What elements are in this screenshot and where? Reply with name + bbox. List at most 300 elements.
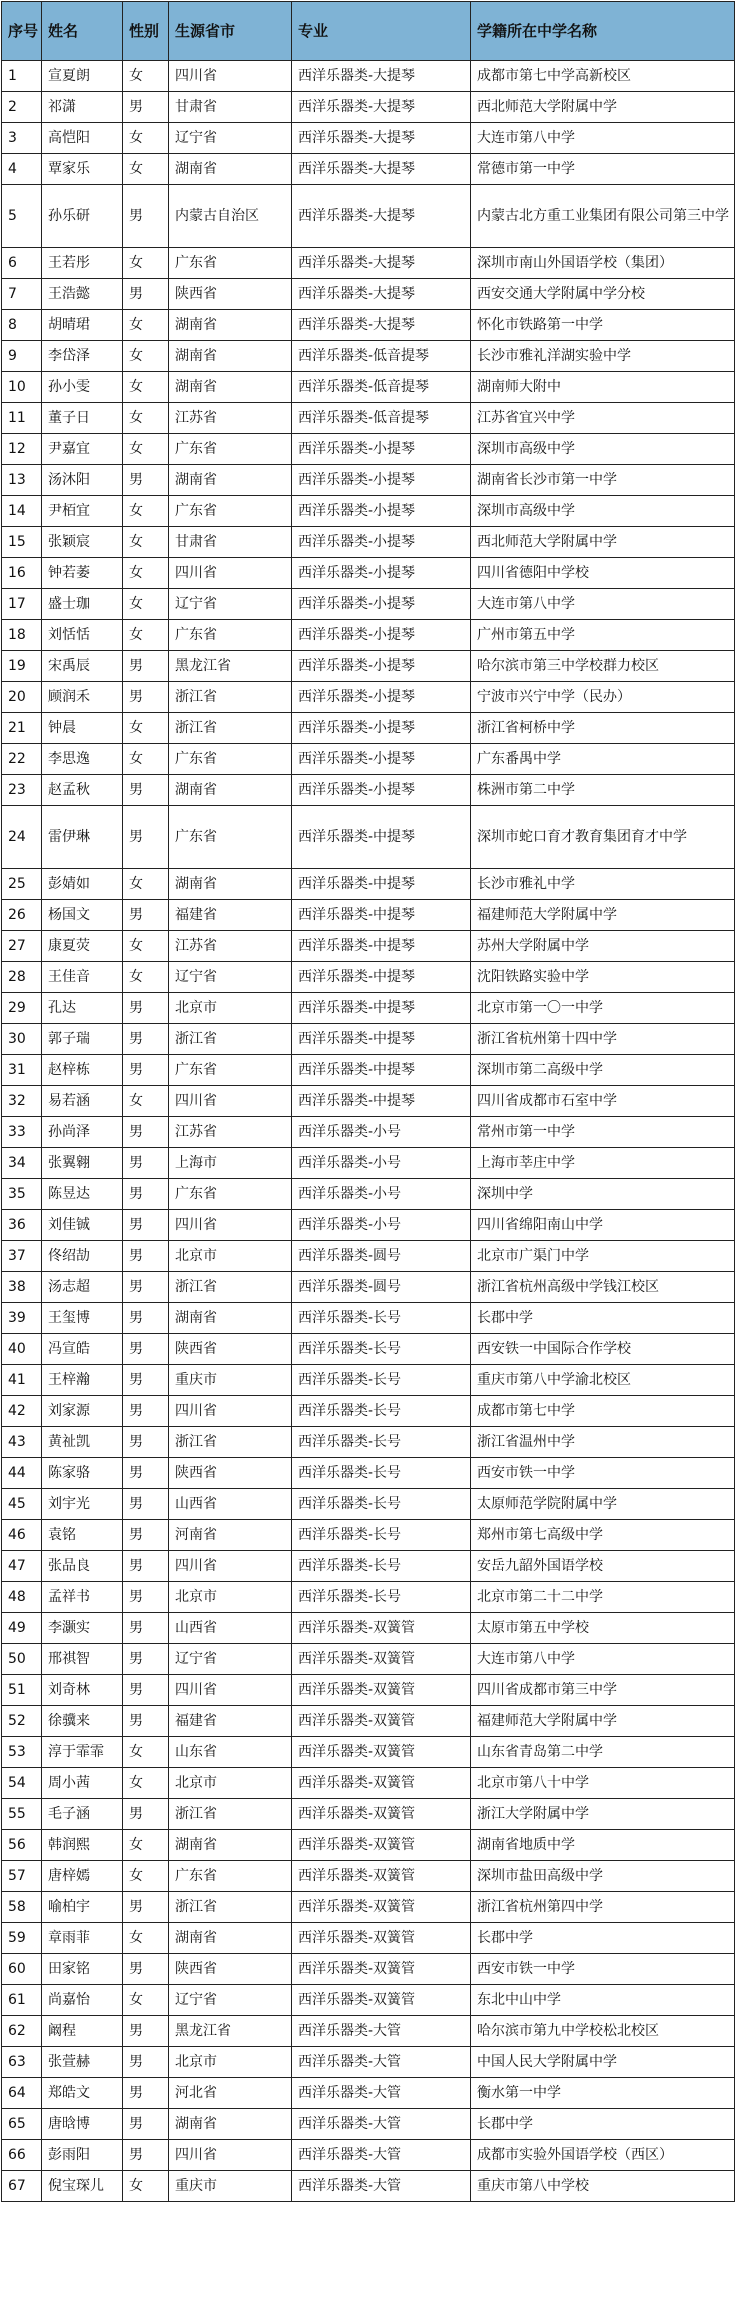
cell-province: 广东省 xyxy=(169,496,292,527)
cell-gender: 男 xyxy=(123,900,169,931)
cell-name: 胡晴珺 xyxy=(42,310,123,341)
cell-school: 怀化市铁路第一中学 xyxy=(471,310,735,341)
cell-name: 易若涵 xyxy=(42,1086,123,1117)
cell-gender: 女 xyxy=(123,123,169,154)
cell-serial-number: 36 xyxy=(2,1210,42,1241)
cell-major: 西洋乐器类-长号 xyxy=(292,1303,471,1334)
cell-major: 西洋乐器类-小号 xyxy=(292,1210,471,1241)
cell-serial-number: 57 xyxy=(2,1861,42,1892)
cell-serial-number: 41 xyxy=(2,1365,42,1396)
cell-major: 西洋乐器类-双簧管 xyxy=(292,1985,471,2016)
cell-major: 西洋乐器类-中提琴 xyxy=(292,993,471,1024)
cell-major: 西洋乐器类-小号 xyxy=(292,1179,471,1210)
cell-province: 湖南省 xyxy=(169,1830,292,1861)
cell-province: 江苏省 xyxy=(169,403,292,434)
cell-gender: 男 xyxy=(123,1613,169,1644)
table-row xyxy=(2,154,735,185)
cell-major: 西洋乐器类-双簧管 xyxy=(292,1830,471,1861)
cell-province: 辽宁省 xyxy=(169,1985,292,2016)
cell-school: 广州市第五中学 xyxy=(471,620,735,651)
cell-serial-number: 47 xyxy=(2,1551,42,1582)
cell-serial-number: 48 xyxy=(2,1582,42,1613)
cell-province: 黑龙江省 xyxy=(169,2016,292,2047)
cell-gender: 男 xyxy=(123,1055,169,1086)
cell-province: 北京市 xyxy=(169,1582,292,1613)
cell-name: 倪宝琛儿 xyxy=(42,2171,123,2202)
cell-serial-number: 43 xyxy=(2,1427,42,1458)
cell-name: 尚嘉怡 xyxy=(42,1985,123,2016)
cell-major: 西洋乐器类-圆号 xyxy=(292,1241,471,1272)
cell-gender: 男 xyxy=(123,1117,169,1148)
cell-name: 宋禹辰 xyxy=(42,651,123,682)
cell-province: 广东省 xyxy=(169,1179,292,1210)
cell-gender: 男 xyxy=(123,993,169,1024)
cell-serial-number: 55 xyxy=(2,1799,42,1830)
cell-school: 沈阳铁路实验中学 xyxy=(471,962,735,993)
table-row xyxy=(2,2109,735,2140)
cell-province: 江苏省 xyxy=(169,1117,292,1148)
cell-gender: 男 xyxy=(123,1520,169,1551)
cell-province: 江苏省 xyxy=(169,931,292,962)
cell-serial-number: 34 xyxy=(2,1148,42,1179)
cell-serial-number: 30 xyxy=(2,1024,42,1055)
cell-name: 喻柏宇 xyxy=(42,1892,123,1923)
cell-province: 广东省 xyxy=(169,620,292,651)
cell-major: 西洋乐器类-大提琴 xyxy=(292,310,471,341)
cell-name: 陈昱达 xyxy=(42,1179,123,1210)
cell-serial-number: 33 xyxy=(2,1117,42,1148)
cell-province: 黑龙江省 xyxy=(169,651,292,682)
cell-school: 长郡中学 xyxy=(471,1923,735,1954)
cell-school: 江苏省宜兴中学 xyxy=(471,403,735,434)
cell-serial-number: 16 xyxy=(2,558,42,589)
cell-name: 康夏荧 xyxy=(42,931,123,962)
table-row xyxy=(2,1706,735,1737)
cell-major: 西洋乐器类-长号 xyxy=(292,1489,471,1520)
cell-serial-number: 5 xyxy=(2,185,42,248)
cell-serial-number: 52 xyxy=(2,1706,42,1737)
table-row xyxy=(2,1303,735,1334)
cell-gender: 男 xyxy=(123,1551,169,1582)
cell-province: 湖南省 xyxy=(169,775,292,806)
cell-serial-number: 31 xyxy=(2,1055,42,1086)
cell-serial-number: 13 xyxy=(2,465,42,496)
cell-name: 高恺阳 xyxy=(42,123,123,154)
cell-province: 湖南省 xyxy=(169,310,292,341)
cell-gender: 男 xyxy=(123,1179,169,1210)
cell-serial-number: 12 xyxy=(2,434,42,465)
cell-gender: 男 xyxy=(123,92,169,123)
cell-province: 北京市 xyxy=(169,1241,292,1272)
cell-province: 湖南省 xyxy=(169,869,292,900)
cell-gender: 女 xyxy=(123,248,169,279)
cell-name: 盛士珈 xyxy=(42,589,123,620)
cell-province: 四川省 xyxy=(169,1551,292,1582)
table-row xyxy=(2,465,735,496)
cell-province: 四川省 xyxy=(169,2140,292,2171)
cell-name: 孙小雯 xyxy=(42,372,123,403)
cell-province: 浙江省 xyxy=(169,713,292,744)
table-row xyxy=(2,372,735,403)
cell-name: 刘恬恬 xyxy=(42,620,123,651)
table-row xyxy=(2,341,735,372)
table-row xyxy=(2,1737,735,1768)
cell-gender: 男 xyxy=(123,1675,169,1706)
cell-serial-number: 22 xyxy=(2,744,42,775)
cell-major: 西洋乐器类-大管 xyxy=(292,2109,471,2140)
cell-serial-number: 15 xyxy=(2,527,42,558)
cell-major: 西洋乐器类-中提琴 xyxy=(292,869,471,900)
cell-serial-number: 51 xyxy=(2,1675,42,1706)
table-row xyxy=(2,620,735,651)
cell-province: 浙江省 xyxy=(169,1272,292,1303)
cell-name: 刘佳铖 xyxy=(42,1210,123,1241)
cell-major: 西洋乐器类-大管 xyxy=(292,2171,471,2202)
cell-serial-number: 50 xyxy=(2,1644,42,1675)
cell-serial-number: 8 xyxy=(2,310,42,341)
table-row xyxy=(2,527,735,558)
cell-serial-number: 35 xyxy=(2,1179,42,1210)
cell-name: 郭子瑞 xyxy=(42,1024,123,1055)
cell-school: 福建师范大学附属中学 xyxy=(471,900,735,931)
table-row xyxy=(2,1024,735,1055)
cell-school: 浙江省杭州第十四中学 xyxy=(471,1024,735,1055)
cell-name: 阚程 xyxy=(42,2016,123,2047)
table-row xyxy=(2,713,735,744)
cell-major: 西洋乐器类-双簧管 xyxy=(292,1799,471,1830)
cell-name: 尹嘉宜 xyxy=(42,434,123,465)
cell-name: 宣夏朗 xyxy=(42,61,123,92)
table-row xyxy=(2,682,735,713)
cell-school: 苏州大学附属中学 xyxy=(471,931,735,962)
cell-name: 佟绍劼 xyxy=(42,1241,123,1272)
cell-gender: 男 xyxy=(123,465,169,496)
cell-serial-number: 37 xyxy=(2,1241,42,1272)
cell-serial-number: 62 xyxy=(2,2016,42,2047)
cell-name: 唐梓嫣 xyxy=(42,1861,123,1892)
table-row xyxy=(2,1148,735,1179)
table-row xyxy=(2,1861,735,1892)
cell-serial-number: 58 xyxy=(2,1892,42,1923)
cell-serial-number: 32 xyxy=(2,1086,42,1117)
cell-school: 四川省成都市石室中学 xyxy=(471,1086,735,1117)
cell-gender: 男 xyxy=(123,1241,169,1272)
cell-gender: 男 xyxy=(123,1303,169,1334)
cell-school: 太原师范学院附属中学 xyxy=(471,1489,735,1520)
cell-province: 湖南省 xyxy=(169,1923,292,1954)
cell-school: 深圳市蛇口育才教育集团育才中学 xyxy=(471,806,735,869)
cell-province: 陕西省 xyxy=(169,1954,292,1985)
cell-gender: 男 xyxy=(123,775,169,806)
table-row xyxy=(2,1582,735,1613)
cell-major: 西洋乐器类-双簧管 xyxy=(292,1613,471,1644)
cell-major: 西洋乐器类-双簧管 xyxy=(292,1644,471,1675)
cell-school: 北京市广渠门中学 xyxy=(471,1241,735,1272)
cell-school: 西安市铁一中学 xyxy=(471,1458,735,1489)
table-row xyxy=(2,1892,735,1923)
cell-major: 西洋乐器类-双簧管 xyxy=(292,1675,471,1706)
cell-school: 成都市实验外国语学校（西区） xyxy=(471,2140,735,2171)
table-row xyxy=(2,1427,735,1458)
cell-province: 四川省 xyxy=(169,1210,292,1241)
cell-gender: 女 xyxy=(123,558,169,589)
cell-serial-number: 6 xyxy=(2,248,42,279)
cell-gender: 女 xyxy=(123,1737,169,1768)
cell-major: 西洋乐器类-长号 xyxy=(292,1551,471,1582)
cell-province: 河南省 xyxy=(169,1520,292,1551)
table-row xyxy=(2,1086,735,1117)
cell-major: 西洋乐器类-长号 xyxy=(292,1396,471,1427)
cell-major: 西洋乐器类-低音提琴 xyxy=(292,403,471,434)
cell-school: 长沙市雅礼洋湖实验中学 xyxy=(471,341,735,372)
table-row xyxy=(2,1334,735,1365)
table-row xyxy=(2,2140,735,2171)
cell-school: 西安交通大学附属中学分校 xyxy=(471,279,735,310)
cell-gender: 男 xyxy=(123,1706,169,1737)
cell-name: 祁潇 xyxy=(42,92,123,123)
table-row xyxy=(2,1520,735,1551)
cell-gender: 女 xyxy=(123,931,169,962)
table-row xyxy=(2,496,735,527)
cell-gender: 女 xyxy=(123,1985,169,2016)
cell-name: 王梓瀚 xyxy=(42,1365,123,1396)
cell-major: 西洋乐器类-中提琴 xyxy=(292,931,471,962)
cell-school: 西安铁一中国际合作学校 xyxy=(471,1334,735,1365)
cell-major: 西洋乐器类-小号 xyxy=(292,1148,471,1179)
cell-major: 西洋乐器类-长号 xyxy=(292,1520,471,1551)
cell-province: 北京市 xyxy=(169,993,292,1024)
cell-gender: 男 xyxy=(123,1210,169,1241)
table-row xyxy=(2,744,735,775)
cell-province: 四川省 xyxy=(169,1675,292,1706)
table-row xyxy=(2,1210,735,1241)
table-row xyxy=(2,123,735,154)
table-row xyxy=(2,1396,735,1427)
cell-name: 董子日 xyxy=(42,403,123,434)
cell-province: 陕西省 xyxy=(169,1334,292,1365)
cell-province: 浙江省 xyxy=(169,1024,292,1055)
table-row xyxy=(2,900,735,931)
table-row xyxy=(2,1923,735,1954)
cell-gender: 女 xyxy=(123,869,169,900)
cell-school: 大连市第八中学 xyxy=(471,1644,735,1675)
cell-gender: 女 xyxy=(123,372,169,403)
header-row xyxy=(2,2,735,61)
cell-major: 西洋乐器类-小提琴 xyxy=(292,682,471,713)
cell-major: 西洋乐器类-双簧管 xyxy=(292,1861,471,1892)
cell-name: 钟晨 xyxy=(42,713,123,744)
cell-gender: 男 xyxy=(123,1954,169,1985)
cell-province: 湖南省 xyxy=(169,2109,292,2140)
cell-name: 田家铭 xyxy=(42,1954,123,1985)
cell-province: 北京市 xyxy=(169,2047,292,2078)
header-name: 姓名 xyxy=(42,2,123,61)
cell-serial-number: 39 xyxy=(2,1303,42,1334)
cell-school: 深圳市南山外国语学校（集团） xyxy=(471,248,735,279)
table-row xyxy=(2,589,735,620)
cell-serial-number: 4 xyxy=(2,154,42,185)
cell-school: 重庆市第八中学校 xyxy=(471,2171,735,2202)
cell-gender: 女 xyxy=(123,2171,169,2202)
cell-gender: 男 xyxy=(123,279,169,310)
table-row xyxy=(2,1985,735,2016)
cell-gender: 女 xyxy=(123,1923,169,1954)
cell-gender: 男 xyxy=(123,1458,169,1489)
header-serial-number: 序号 xyxy=(2,2,42,61)
cell-name: 孙尚泽 xyxy=(42,1117,123,1148)
table-row xyxy=(2,403,735,434)
cell-name: 王浩懿 xyxy=(42,279,123,310)
cell-school: 内蒙古北方重工业集团有限公司第三中学 xyxy=(471,185,735,248)
cell-school: 湖南省地质中学 xyxy=(471,1830,735,1861)
cell-name: 唐晗博 xyxy=(42,2109,123,2140)
cell-gender: 女 xyxy=(123,620,169,651)
table-row xyxy=(2,1179,735,1210)
cell-school: 浙江省温州中学 xyxy=(471,1427,735,1458)
cell-school: 北京市第二十二中学 xyxy=(471,1582,735,1613)
cell-name: 顾润禾 xyxy=(42,682,123,713)
cell-major: 西洋乐器类-中提琴 xyxy=(292,962,471,993)
cell-major: 西洋乐器类-小提琴 xyxy=(292,651,471,682)
cell-serial-number: 67 xyxy=(2,2171,42,2202)
cell-province: 山西省 xyxy=(169,1489,292,1520)
cell-major: 西洋乐器类-小提琴 xyxy=(292,620,471,651)
cell-major: 西洋乐器类-双簧管 xyxy=(292,1737,471,1768)
cell-province: 重庆市 xyxy=(169,2171,292,2202)
cell-major: 西洋乐器类-大管 xyxy=(292,2016,471,2047)
cell-name: 覃家乐 xyxy=(42,154,123,185)
cell-gender: 女 xyxy=(123,496,169,527)
cell-province: 北京市 xyxy=(169,1768,292,1799)
cell-name: 张萱赫 xyxy=(42,2047,123,2078)
cell-major: 西洋乐器类-小提琴 xyxy=(292,496,471,527)
cell-name: 陈家骆 xyxy=(42,1458,123,1489)
cell-school: 哈尔滨市第九中学校松北校区 xyxy=(471,2016,735,2047)
cell-school: 大连市第八中学 xyxy=(471,589,735,620)
cell-province: 湖南省 xyxy=(169,341,292,372)
table-row xyxy=(2,1799,735,1830)
header-gender: 性别 xyxy=(123,2,169,61)
cell-gender: 男 xyxy=(123,1334,169,1365)
cell-school: 株洲市第二中学 xyxy=(471,775,735,806)
cell-major: 西洋乐器类-大管 xyxy=(292,2140,471,2171)
cell-name: 张品良 xyxy=(42,1551,123,1582)
table-row xyxy=(2,1675,735,1706)
table-row xyxy=(2,1954,735,1985)
cell-major: 西洋乐器类-圆号 xyxy=(292,1272,471,1303)
cell-province: 陕西省 xyxy=(169,1458,292,1489)
cell-name: 王若彤 xyxy=(42,248,123,279)
cell-major: 西洋乐器类-长号 xyxy=(292,1458,471,1489)
cell-gender: 女 xyxy=(123,744,169,775)
cell-gender: 女 xyxy=(123,1086,169,1117)
cell-school: 常德市第一中学 xyxy=(471,154,735,185)
cell-school: 中国人民大学附属中学 xyxy=(471,2047,735,2078)
cell-serial-number: 21 xyxy=(2,713,42,744)
cell-serial-number: 40 xyxy=(2,1334,42,1365)
cell-major: 西洋乐器类-低音提琴 xyxy=(292,372,471,403)
cell-school: 郑州市第七高级中学 xyxy=(471,1520,735,1551)
cell-serial-number: 7 xyxy=(2,279,42,310)
cell-name: 汤志超 xyxy=(42,1272,123,1303)
cell-province: 湖南省 xyxy=(169,465,292,496)
cell-school: 安岳九韶外国语学校 xyxy=(471,1551,735,1582)
cell-major: 西洋乐器类-大管 xyxy=(292,2078,471,2109)
table-body xyxy=(2,61,735,2202)
cell-school: 深圳中学 xyxy=(471,1179,735,1210)
cell-serial-number: 26 xyxy=(2,900,42,931)
cell-gender: 男 xyxy=(123,1024,169,1055)
cell-school: 四川省绵阳南山中学 xyxy=(471,1210,735,1241)
cell-gender: 男 xyxy=(123,2109,169,2140)
cell-gender: 女 xyxy=(123,310,169,341)
cell-gender: 女 xyxy=(123,713,169,744)
cell-school: 常州市第一中学 xyxy=(471,1117,735,1148)
table-row xyxy=(2,1117,735,1148)
cell-gender: 女 xyxy=(123,154,169,185)
cell-province: 内蒙古自治区 xyxy=(169,185,292,248)
cell-province: 广东省 xyxy=(169,806,292,869)
cell-serial-number: 44 xyxy=(2,1458,42,1489)
cell-school: 深圳市盐田高级中学 xyxy=(471,1861,735,1892)
cell-major: 西洋乐器类-大提琴 xyxy=(292,61,471,92)
table-row xyxy=(2,651,735,682)
cell-serial-number: 3 xyxy=(2,123,42,154)
cell-school: 衡水第一中学 xyxy=(471,2078,735,2109)
cell-major: 西洋乐器类-长号 xyxy=(292,1334,471,1365)
cell-school: 成都市第七中学 xyxy=(471,1396,735,1427)
cell-name: 刘奇林 xyxy=(42,1675,123,1706)
table-row xyxy=(2,2047,735,2078)
table-row xyxy=(2,1644,735,1675)
cell-name: 孙乐研 xyxy=(42,185,123,248)
cell-serial-number: 25 xyxy=(2,869,42,900)
cell-gender: 男 xyxy=(123,2016,169,2047)
cell-serial-number: 59 xyxy=(2,1923,42,1954)
cell-province: 福建省 xyxy=(169,1706,292,1737)
cell-gender: 女 xyxy=(123,527,169,558)
cell-major: 西洋乐器类-双簧管 xyxy=(292,1706,471,1737)
cell-school: 四川省德阳中学校 xyxy=(471,558,735,589)
cell-serial-number: 19 xyxy=(2,651,42,682)
table-row xyxy=(2,1365,735,1396)
table-row xyxy=(2,1241,735,1272)
header-school: 学籍所在中学名称 xyxy=(471,2,735,61)
cell-school: 深圳市第二高级中学 xyxy=(471,1055,735,1086)
cell-major: 西洋乐器类-大提琴 xyxy=(292,154,471,185)
table-row xyxy=(2,2171,735,2202)
cell-name: 杨国文 xyxy=(42,900,123,931)
cell-serial-number: 14 xyxy=(2,496,42,527)
cell-school: 四川省成都市第三中学 xyxy=(471,1675,735,1706)
cell-serial-number: 11 xyxy=(2,403,42,434)
cell-major: 西洋乐器类-小提琴 xyxy=(292,713,471,744)
cell-gender: 男 xyxy=(123,682,169,713)
table-row xyxy=(2,310,735,341)
table-row xyxy=(2,185,735,248)
cell-gender: 男 xyxy=(123,806,169,869)
cell-school: 北京市第一〇一中学 xyxy=(471,993,735,1024)
cell-name: 李灏实 xyxy=(42,1613,123,1644)
cell-major: 西洋乐器类-双簧管 xyxy=(292,1954,471,1985)
cell-name: 王佳音 xyxy=(42,962,123,993)
cell-school: 浙江大学附属中学 xyxy=(471,1799,735,1830)
cell-school: 浙江省杭州高级中学钱江校区 xyxy=(471,1272,735,1303)
admission-list xyxy=(1,1,735,2202)
cell-serial-number: 29 xyxy=(2,993,42,1024)
cell-province: 上海市 xyxy=(169,1148,292,1179)
cell-name: 赵梓栋 xyxy=(42,1055,123,1086)
